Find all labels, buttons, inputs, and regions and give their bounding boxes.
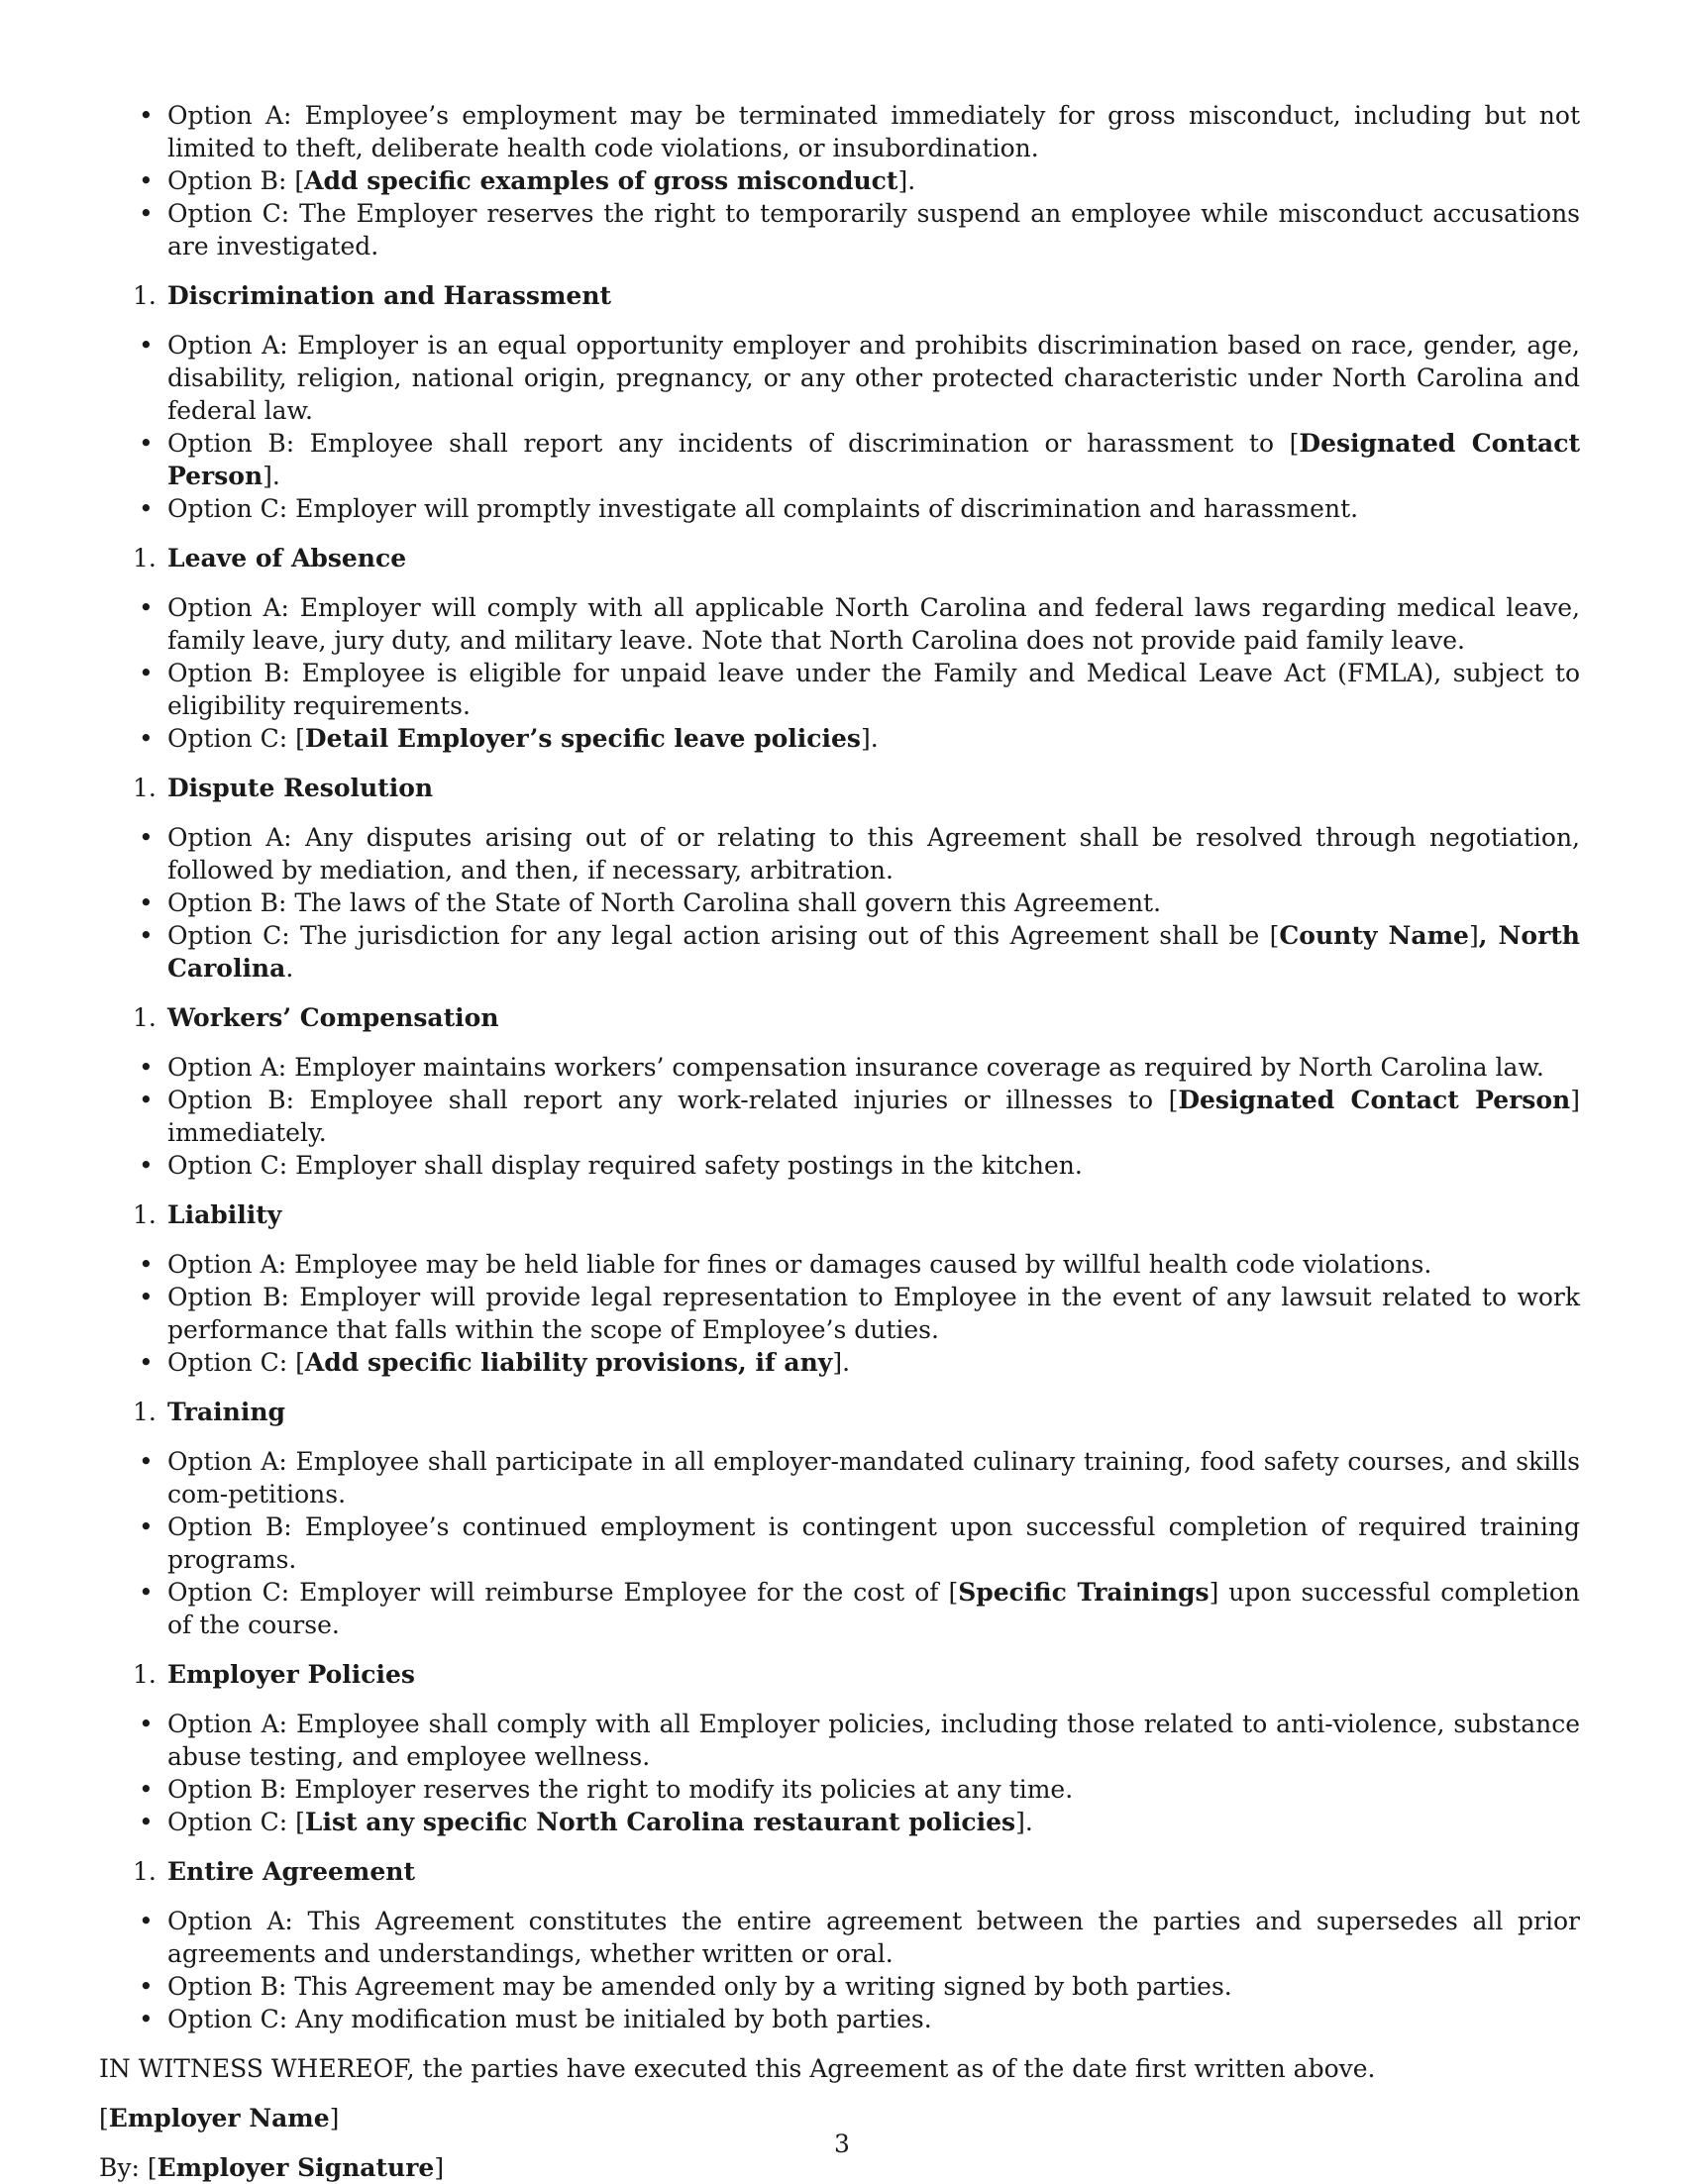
bracket-close: ] bbox=[434, 2153, 445, 2182]
option-text: ]. bbox=[263, 462, 280, 490]
option-item bbox=[99, 657, 1580, 722]
option-text: Option C: Employer will promptly investigate all complaints of discrimination and harassment. bbox=[167, 494, 1359, 523]
option-item bbox=[99, 1248, 1580, 1281]
sections-container bbox=[99, 99, 1580, 2035]
option-text: Option A: Employee shall comply with all Employer policies, including those related to anti-violence, substance abuse testing, and employee wellness. bbox=[167, 1710, 1580, 1771]
option-text: ]. bbox=[860, 724, 879, 753]
option-item bbox=[99, 1445, 1580, 1510]
section-number: 1. bbox=[133, 1857, 157, 1886]
option-text: Option C: Employer will reimburse Employee for the cost of [ bbox=[167, 1578, 959, 1607]
option-item bbox=[99, 1281, 1580, 1346]
option-item bbox=[99, 821, 1580, 886]
option-text: Option A: Any disputes arising out of or relating to this Agreement shall be resolved through negotiation, followed by mediation, and then, if necessary, arbitration. bbox=[167, 823, 1580, 884]
option-text: Option C: [ bbox=[167, 1348, 305, 1377]
option-list bbox=[99, 1445, 1580, 1641]
option-item bbox=[99, 1970, 1580, 2003]
section-title: Entire Agreement bbox=[167, 1857, 415, 1886]
placeholder-text: , North Carolina bbox=[167, 921, 1580, 983]
option-item bbox=[99, 1905, 1580, 1970]
section-heading bbox=[99, 1855, 1580, 1888]
option-item bbox=[99, 919, 1580, 985]
section-heading bbox=[99, 772, 1580, 804]
option-item bbox=[99, 886, 1580, 919]
option-item bbox=[99, 1576, 1580, 1641]
option-list bbox=[99, 1248, 1580, 1379]
option-text: Option A: Employer will comply with all applicable North Carolina and federal laws regarding medical leave, family leave, jury duty, and military leave. Note that North Carolina does not provide paid family leave. bbox=[167, 593, 1580, 655]
option-item bbox=[99, 1051, 1580, 1084]
option-item bbox=[99, 1510, 1580, 1576]
section-title: Training bbox=[167, 1398, 285, 1426]
option-text: ]. bbox=[897, 166, 916, 195]
section-number: 1. bbox=[133, 1660, 157, 1689]
bracket-open: [ bbox=[99, 2104, 109, 2132]
signature-placeholder: Employer Signature bbox=[157, 2153, 435, 2182]
section-heading bbox=[99, 542, 1580, 574]
option-text: Option B: [ bbox=[167, 166, 305, 195]
section-title: Dispute Resolution bbox=[167, 774, 434, 802]
option-list bbox=[99, 821, 1580, 985]
section-title: Workers’ Compensation bbox=[167, 1003, 499, 1032]
section-number: 1. bbox=[133, 281, 157, 310]
option-text: Option A: Employee’s employment may be terminated immediately for gross misconduct, including but not limited to theft, deliberate health code violations, or insubordination. bbox=[167, 101, 1580, 162]
option-text: Option B: The laws of the State of North Carolina shall govern this Agreement. bbox=[167, 888, 1162, 917]
option-text: Option C: Any modification must be initialed by both parties. bbox=[167, 2005, 932, 2033]
option-text: Option B: Employee shall report any work-related injuries or illnesses to [ bbox=[167, 1086, 1179, 1114]
option-item bbox=[99, 1149, 1580, 1182]
option-text: Option A: Employer is an equal opportunity employer and prohibits discrimination based on race, gender, age, disability, religion, national origin, pregnancy, or any other protected characteristic under North Carolina and federal law. bbox=[167, 331, 1580, 425]
option-list bbox=[99, 329, 1580, 525]
option-item bbox=[99, 1084, 1580, 1149]
option-list bbox=[99, 1708, 1580, 1838]
option-item bbox=[99, 197, 1580, 262]
option-item bbox=[99, 492, 1580, 525]
option-item bbox=[99, 164, 1580, 197]
option-item bbox=[99, 427, 1580, 492]
section-heading bbox=[99, 1001, 1580, 1034]
option-text: ] immediately. bbox=[167, 1086, 1580, 1147]
option-item bbox=[99, 1773, 1580, 1806]
placeholder-text: Add specific liability provisions, if any bbox=[304, 1348, 833, 1377]
option-text: . bbox=[285, 954, 294, 983]
section-title: Employer Policies bbox=[167, 1660, 415, 1689]
option-text: Option C: [ bbox=[167, 1808, 305, 1836]
placeholder-text: Specific Trainings bbox=[958, 1578, 1210, 1607]
option-text: Option A: Employee shall participate in all employer-mandated culinary training, food safety courses, and skills com-petitions. bbox=[167, 1447, 1580, 1508]
option-text: ]. bbox=[1015, 1808, 1033, 1836]
option-text: Option B: This Agreement may be amended only by a writing signed by both parties. bbox=[167, 1972, 1232, 2001]
option-text: Option C: The Employer reserves the right to temporarily suspend an employee while misconduct accusations are investigated. bbox=[167, 199, 1580, 260]
section-heading bbox=[99, 279, 1580, 312]
section-number: 1. bbox=[133, 1200, 157, 1229]
option-item bbox=[99, 591, 1580, 657]
section-heading bbox=[99, 1198, 1580, 1231]
bracket-close: ] bbox=[329, 2104, 340, 2132]
option-text: Option B: Employee shall report any incidents of discrimination or harassment to [ bbox=[167, 429, 1300, 458]
option-text: ] upon successful completion of the course. bbox=[167, 1578, 1580, 1639]
section-number: 1. bbox=[133, 544, 157, 572]
section-number: 1. bbox=[133, 774, 157, 802]
option-text: Option B: Employer reserves the right to modify its policies at any time. bbox=[167, 1775, 1074, 1804]
option-list bbox=[99, 1051, 1580, 1182]
by-label: By: [ bbox=[99, 2153, 158, 2182]
option-item bbox=[99, 1708, 1580, 1773]
option-text: Option C: Employer shall display required safety postings in the kitchen. bbox=[167, 1151, 1083, 1180]
employer-name-placeholder: Employer Name bbox=[108, 2104, 330, 2132]
option-item bbox=[99, 99, 1580, 164]
option-list bbox=[99, 591, 1580, 755]
section-number: 1. bbox=[133, 1003, 157, 1032]
section-heading bbox=[99, 1658, 1580, 1691]
placeholder-text: Designated Contact Person bbox=[1178, 1086, 1571, 1114]
section-title: Liability bbox=[167, 1200, 282, 1229]
section-title: Discrimination and Harassment bbox=[167, 281, 612, 310]
option-text: ] bbox=[1468, 921, 1479, 950]
option-item bbox=[99, 329, 1580, 427]
option-list bbox=[99, 99, 1580, 262]
option-text: Option B: Employer will provide legal representation to Employee in the event of any lawsuit related to work performance that falls within the scope of Employee’s duties. bbox=[167, 1283, 1580, 1344]
option-text: Option B: Employee’s continued employment is contingent upon successful completion of required training programs. bbox=[167, 1512, 1580, 1574]
option-item bbox=[99, 2003, 1580, 2035]
option-item bbox=[99, 722, 1580, 755]
placeholder-text: Detail Employer’s specific leave policies bbox=[304, 724, 861, 753]
option-text: Option A: Employee may be held liable for fines or damages caused by willful health code violations. bbox=[167, 1250, 1432, 1279]
option-item bbox=[99, 1346, 1580, 1379]
page-number: 3 bbox=[834, 2130, 850, 2158]
option-text: ]. bbox=[832, 1348, 851, 1377]
option-text: Option C: [ bbox=[167, 724, 305, 753]
section-heading bbox=[99, 1396, 1580, 1428]
placeholder-text: County Name bbox=[1279, 921, 1469, 950]
document-page bbox=[99, 99, 1580, 2184]
section-title: Leave of Absence bbox=[167, 544, 407, 572]
option-text: Option B: Employee is eligible for unpaid leave under the Family and Medical Leave Act (FMLA), subject to eligibility requirements. bbox=[167, 659, 1580, 720]
witness-statement: IN WITNESS WHEREOF, the parties have executed this Agreement as of the date first written above. bbox=[99, 2054, 1376, 2083]
option-text: Option A: This Agreement constitutes the entire agreement between the parties and supersedes all prior agreements and understandings, whether written or oral. bbox=[167, 1907, 1580, 1968]
section-number: 1. bbox=[133, 1398, 157, 1426]
option-text: Option C: The jurisdiction for any legal action arising out of this Agreement shall be [ bbox=[167, 921, 1280, 950]
placeholder-text: List any specific North Carolina restaurant policies bbox=[304, 1808, 1016, 1836]
option-text: Option A: Employer maintains workers’ compensation insurance coverage as required by North Carolina law. bbox=[167, 1053, 1544, 1082]
placeholder-text: Add specific examples of gross misconduct bbox=[304, 166, 898, 195]
option-list bbox=[99, 1905, 1580, 2035]
placeholder-text: Designated Contact Person bbox=[167, 429, 1580, 490]
option-item bbox=[99, 1806, 1580, 1838]
